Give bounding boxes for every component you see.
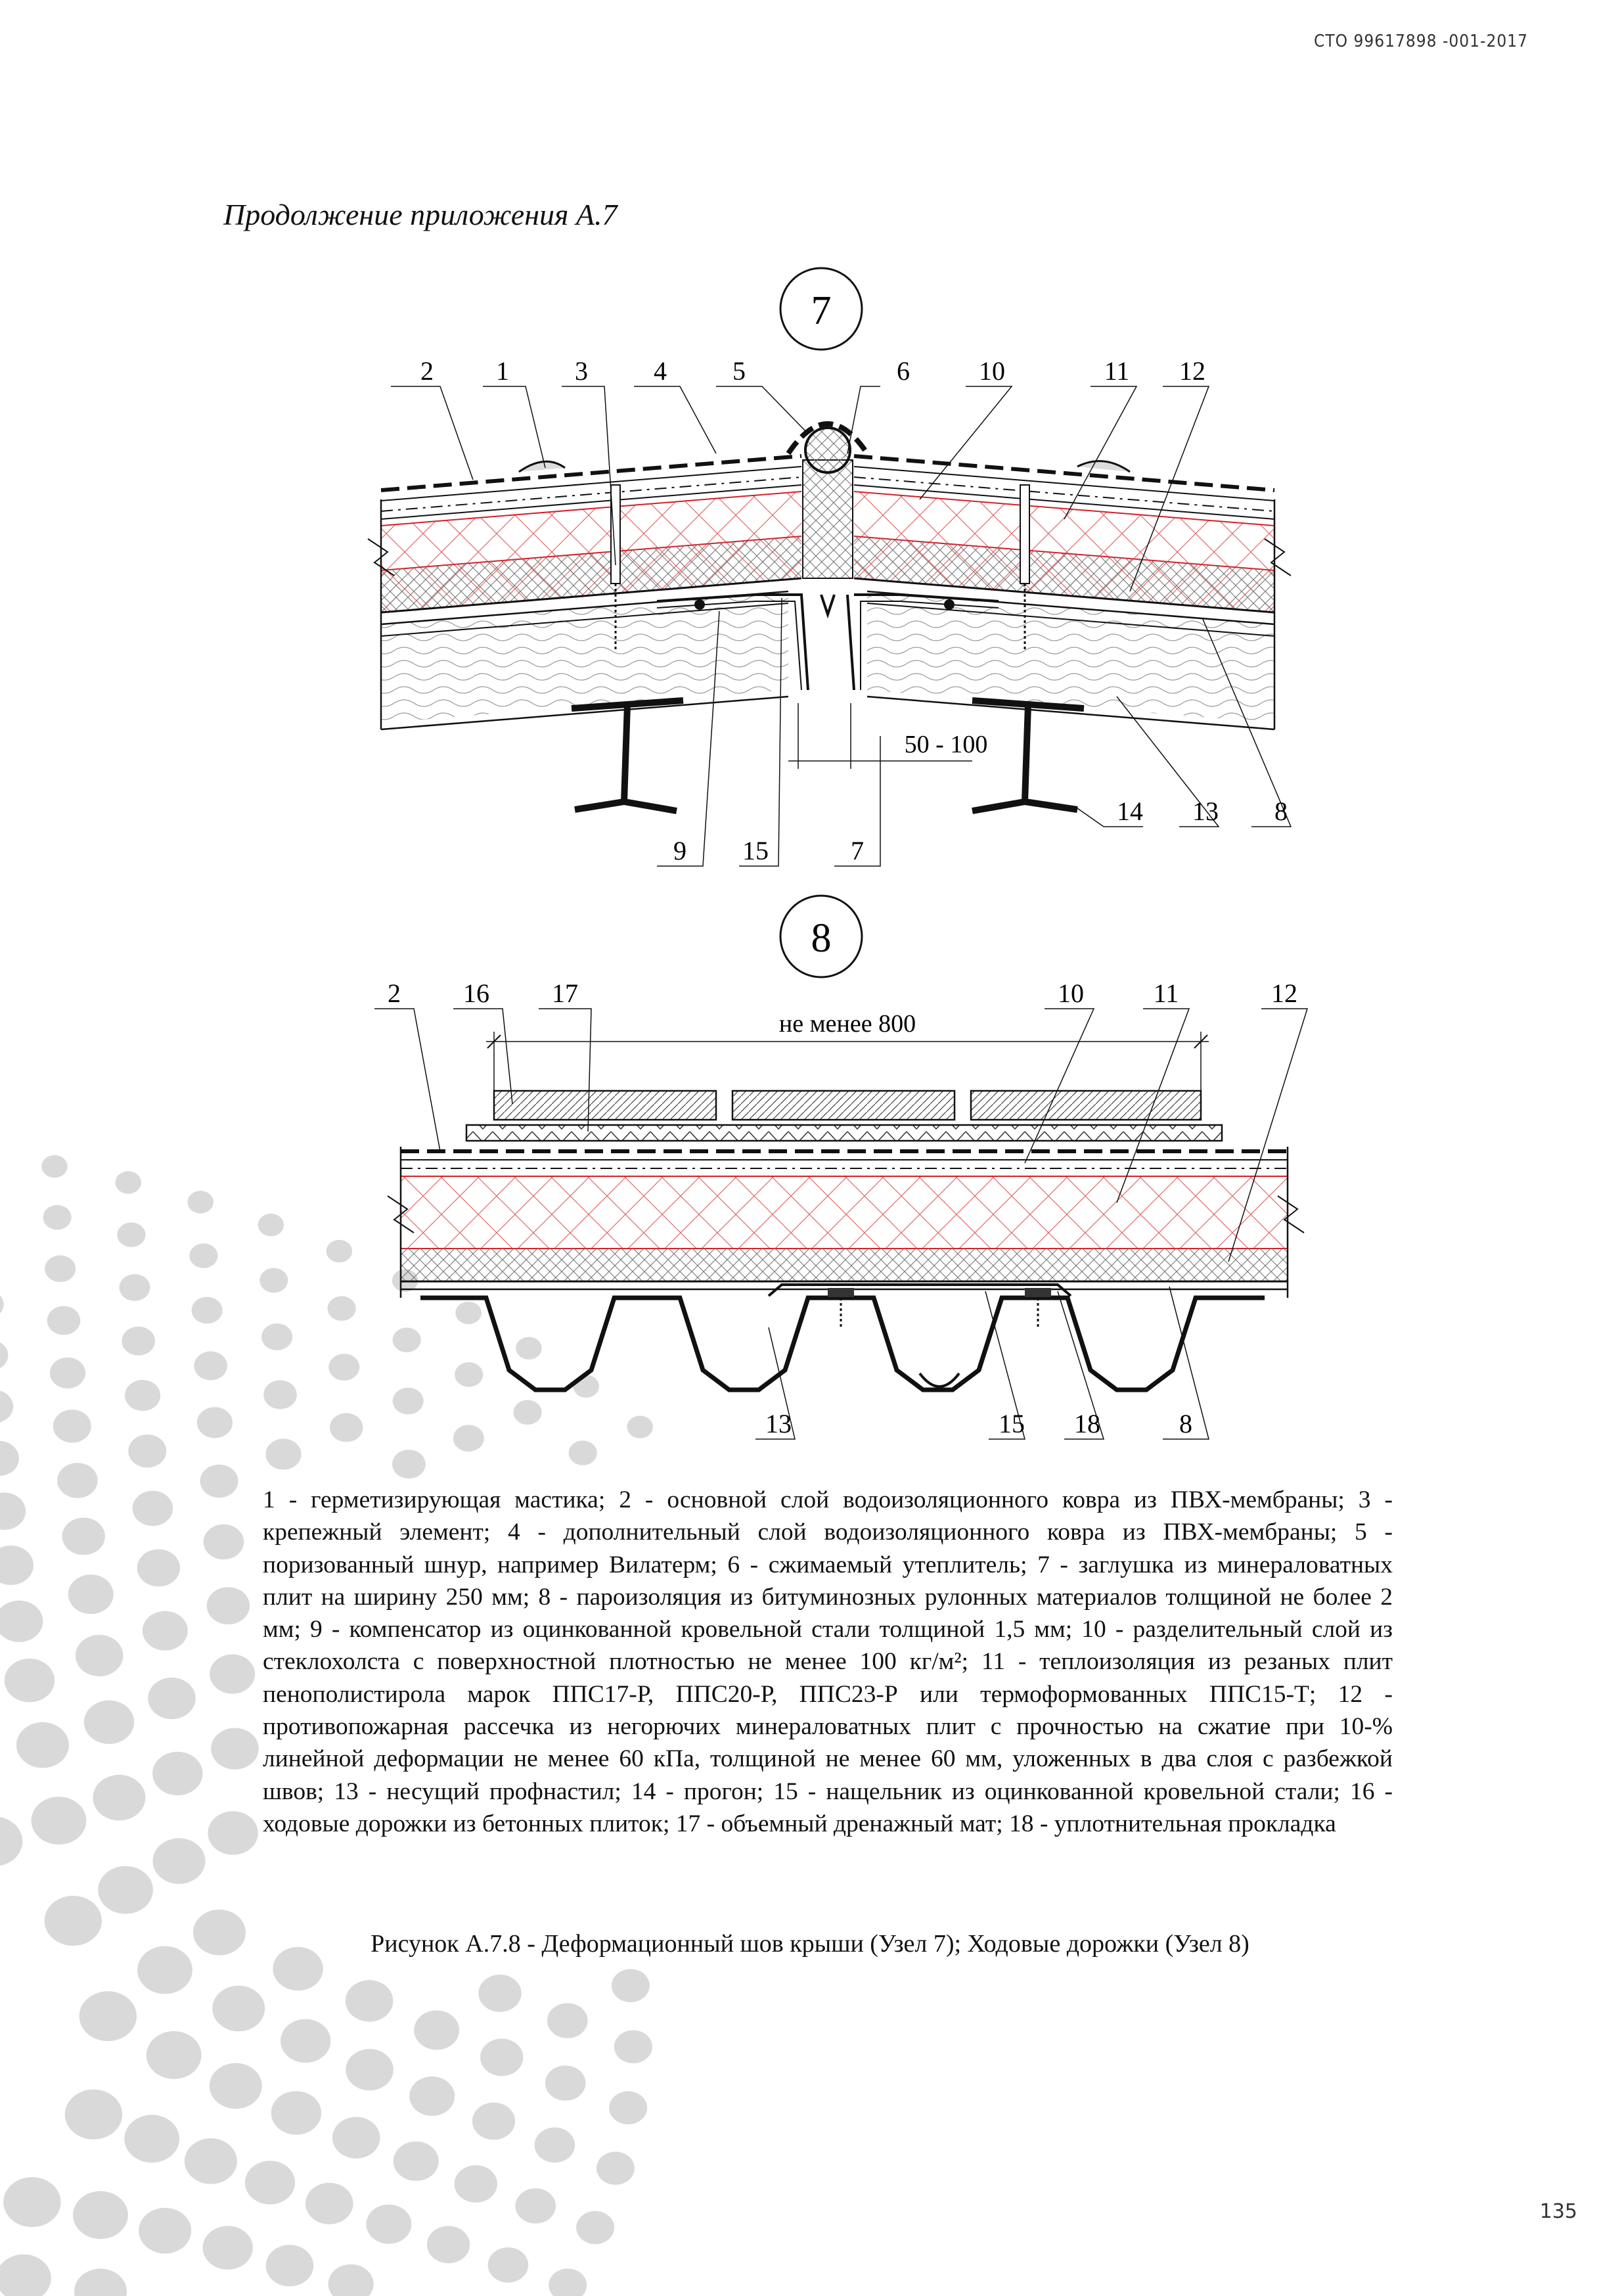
decor-dot (332, 2117, 380, 2159)
node-8-callout-top: 16 (463, 978, 489, 1008)
node-8-dimension: не менее 800 (778, 1010, 916, 1038)
decor-dot (596, 2151, 635, 2184)
decor-dot (266, 2245, 314, 2286)
decor-dot (549, 2268, 587, 2296)
decor-dot (346, 2049, 394, 2090)
decor-dot (74, 2268, 127, 2296)
node-7-purlin-right (972, 700, 1084, 811)
node-7-callout-top: 12 (1179, 356, 1205, 386)
decor-dot (124, 2115, 179, 2163)
page-number: 135 (1539, 2200, 1577, 2223)
node-7-callout-top: 6 (897, 356, 910, 386)
node-7-callout-top: 5 (732, 356, 746, 386)
decor-dot (133, 1491, 173, 1527)
figure-caption: Рисунок А.7.8 - Деформационный шов крыши (Узел 7); Ходовые дорожки (Узел 8) (371, 1930, 1249, 1958)
decor-dot (79, 1991, 137, 2041)
node-7-right-roof (854, 456, 1274, 729)
decor-dot (0, 2255, 51, 2296)
node-7-callout-bottom: 9 (673, 836, 686, 865)
node-7-dimension: 50 - 100 (904, 731, 988, 758)
node-8-callout-top: 2 (388, 978, 401, 1008)
node-7-callout-top: 1 (496, 356, 509, 386)
decor-dot (3, 2177, 60, 2227)
node-7-callout-top: 10 (979, 356, 1005, 386)
decor-dot (515, 2188, 556, 2224)
decor-dot (480, 2038, 523, 2076)
decor-dot (576, 2211, 614, 2244)
decor-dot (547, 2003, 588, 2038)
node-8-callout-top: 12 (1271, 978, 1297, 1008)
decor-dot (5, 1659, 55, 1702)
node-8-paving-slabs (494, 1091, 1201, 1120)
node-7-callout-bottom: 14 (1117, 796, 1143, 826)
document-code: СТО 99617898 -001-2017 (1314, 32, 1528, 51)
decor-dot (455, 2165, 497, 2203)
decor-dot (281, 2019, 330, 2063)
node-8-callout-bottom: 15 (999, 1409, 1025, 1438)
node-8-corrugated-deck (420, 1298, 1265, 1390)
decor-dot (488, 2247, 529, 2283)
decor-dot (245, 2161, 295, 2204)
decor-dot (210, 1655, 255, 1694)
decor-dot (614, 2031, 652, 2063)
decor-dot (16, 1722, 69, 1768)
decor-dot (98, 1866, 153, 1914)
decor-dot (271, 2091, 321, 2134)
node-8-callout-top: 17 (552, 978, 578, 1008)
node-8-callout-bottom: 18 (1074, 1409, 1100, 1438)
node-7-callout-bottom: 13 (1192, 796, 1219, 826)
decor-dot (204, 1525, 244, 1560)
node-7-number: 7 (811, 288, 832, 333)
node-8-roof-layers (401, 1147, 1288, 1298)
decor-dot (478, 1975, 521, 2012)
decor-dot (203, 2226, 253, 2269)
node-7-callout-top: 4 (654, 356, 667, 386)
decor-dot (73, 2191, 128, 2239)
decor-dot (32, 1797, 87, 1845)
decor-dot (65, 2090, 122, 2140)
decor-dot (153, 1838, 206, 1884)
decor-dot (143, 1611, 188, 1651)
decor-dot (185, 2138, 237, 2184)
decor-dot (535, 2128, 575, 2163)
decor-dot (545, 2065, 586, 2101)
decor-dot (212, 1986, 265, 2032)
decor-dot (414, 2010, 459, 2050)
decor-dot (0, 1816, 22, 1866)
decor-dot (93, 1775, 145, 1821)
decor-dot (409, 2077, 455, 2116)
decor-dot (394, 2142, 439, 2181)
node-7-callout-top: 3 (575, 356, 588, 386)
decor-dot (208, 1811, 258, 1854)
node-8-callout-bottom: 13 (765, 1409, 792, 1438)
decor-dot (207, 1587, 250, 1624)
node-7-callout-top: 2 (420, 356, 434, 386)
node-7-left-roof (381, 456, 801, 729)
node-8-number: 8 (811, 916, 832, 961)
node-7-purlin-left (572, 700, 683, 811)
decor-dot (328, 2264, 374, 2296)
decor-dot (152, 1752, 202, 1795)
node-8-callout-bottom: 8 (1179, 1409, 1192, 1438)
node-8-callout-top: 10 (1058, 978, 1084, 1008)
figure-legend: 1 - герметизирующая мастика; 2 - основной слой водоизоляционного ковра из ПВХ-мембраны; 3 - крепежный элемент; 4 - дополнительный слой водоизоляционного ковра из ПВХ-мембраны; 5 - поризованный шнур, например Вилатерм; 6 - сжимаемый утеплитель; 7 - заглушка из минераловатных плит на ширину 250 мм; 8 - пароизоляция из битуминозных рулонных материалов толщиной не более 2 мм; 9 - компенсатор из оцинкованной кровельной стали толщиной 1,5 мм; 10 - разделительный слой из стеклохолста с поверхностной плотностью не менее 100 кг/м²; 11 - теплоизоляция из резаных плит пенополистирола марок ППС17-Р, ППС20-Р, ППС23-Р или термоформованных ППС15-Т; 12 - противопожарная рассечка из негорючих минераловатных плит с прочностью на сжатие при 10-% линейной деформации не менее 60 кПа, толщиной не менее 60 мм, уложенных в два слоя с разбежкой швов; 13 - несущий профнастил; 14 - прогон; 15 - нащельник из оцинкованной кровельной стали; 16 - ходовые дорожки из бетонных плиток; 17 - объемный дренажный мат; 18 - уплотнительная прокладка (263, 1486, 1393, 1837)
node-7-callout-top: 11 (1104, 356, 1130, 386)
decor-dot (210, 2063, 262, 2109)
decor-dot (0, 1546, 34, 1585)
decor-dot (0, 1492, 26, 1530)
decor-dot (76, 1635, 124, 1676)
decor-dot (148, 1678, 196, 1719)
decor-dot (472, 2103, 515, 2140)
decor-dot (612, 1969, 650, 2002)
node-7-callout-bottom: 7 (851, 836, 864, 865)
node-8-drainage-mat (466, 1125, 1222, 1141)
decor-dot (62, 1518, 105, 1555)
node-8-drawing (374, 896, 1307, 1439)
decor-dot (366, 2205, 411, 2244)
decor-dot (68, 1574, 114, 1614)
node-7-callout-bottom: 8 (1274, 796, 1288, 826)
decor-dot (0, 1601, 43, 1642)
decor-dot (346, 1980, 394, 2021)
decor-dot (609, 2091, 647, 2124)
decor-dot (146, 2031, 202, 2079)
decor-dot (137, 1550, 180, 1587)
node-8-callout-top: 11 (1153, 978, 1179, 1008)
decor-dot (139, 2208, 191, 2254)
decor-dot (84, 1701, 134, 1744)
decor-dot (427, 2226, 470, 2263)
continuation-title: Продолжение приложения А.7 (223, 198, 618, 231)
decor-dot (305, 2183, 353, 2224)
decor-dot (211, 1728, 259, 1770)
node-7-callout-bottom: 15 (742, 836, 769, 865)
